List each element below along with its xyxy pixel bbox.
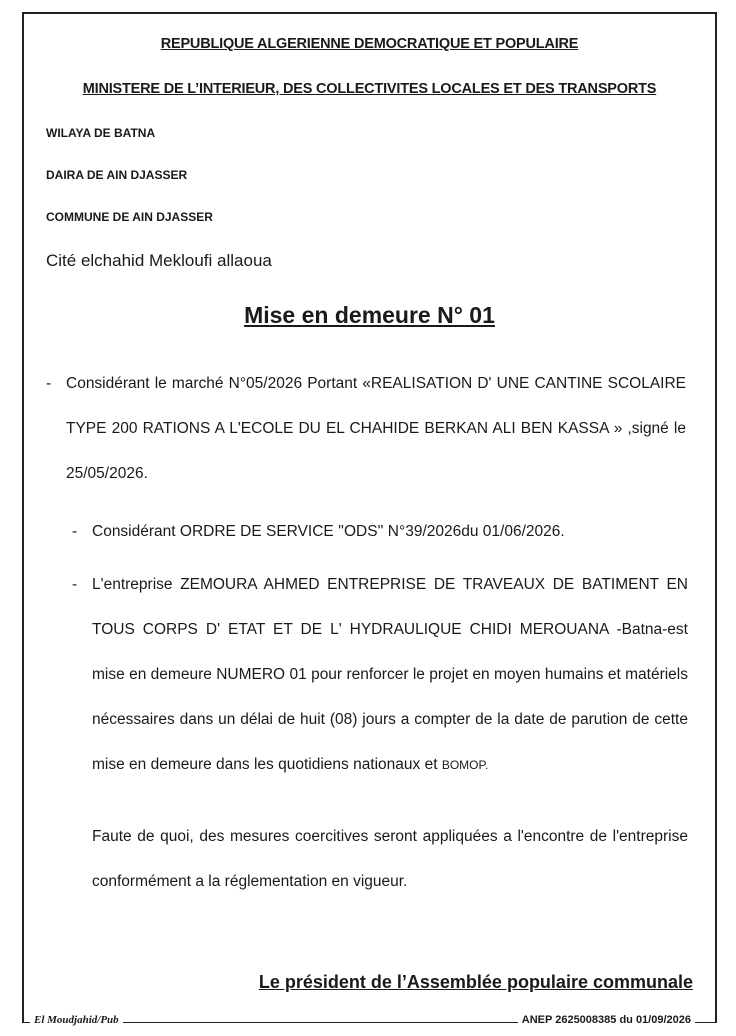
- document-frame: [22, 12, 717, 1023]
- paragraph-marche: Considérant le marché N°05/2026 Portant «REALISATION D' UNE CANTINE SCOLAIRE TYPE 200 RATIONS A L'ECOLE DU EL CHAHIDE BERKAN ALI BEN KASSA » ,signé le 25/05/2026.: [66, 375, 686, 482]
- footer: [22, 1014, 717, 1030]
- address-line: Cité elchahid Mekloufi allaoua: [46, 251, 272, 270]
- wilaya-line: WILAYA DE BATNA: [46, 126, 156, 140]
- document-title: Mise en demeure N° 01: [244, 302, 495, 328]
- commune-line: COMMUNE DE AIN DJASSER: [46, 210, 213, 224]
- paragraph-entreprise-text: L'entreprise ZEMOURA AHMED ENTREPRISE DE TRAVEAUX DE BATIMENT EN TOUS CORPS D' ETAT ET DE L' HYDRAULIQUE CHIDI MEROUANA -Batna-est mise en demeure NUMERO 01 pour renforcer le projet en moyen humains et matériels nécessaires dans un délai de huit (08) jours a compter de la date de parution de cette mise en demeure dans les quotidiens nationaux et: [92, 576, 688, 773]
- bomop-text: BOMOP.: [441, 758, 489, 772]
- signature-line: Le président de l’Assemblée populaire communale: [258, 972, 693, 992]
- footer-publication: El Moudjahid/Pub: [30, 1014, 123, 1026]
- ministry-heading: MINISTERE DE L’INTERIEUR, DES COLLECTIVITES LOCALES ET DES TRANSPORTS: [82, 81, 657, 97]
- bullet-dash: -: [72, 523, 78, 540]
- bullet-dash: -: [72, 576, 78, 593]
- republic-heading: REPUBLIQUE ALGERIENNE DEMOCRATIQUE ET POPULAIRE: [160, 36, 579, 52]
- paragraph-ods: Considérant ORDRE DE SERVICE ''ODS'' N°39/2026du 01/06/2026.: [92, 523, 565, 540]
- bullet-dash: -: [46, 375, 52, 392]
- paragraph-entreprise: [92, 562, 688, 788]
- daira-line: DAIRA DE AIN DJASSER: [46, 168, 188, 182]
- footer-reference: ANEP 2625008385 du 01/09/2026: [518, 1014, 695, 1026]
- paragraph-faute: Faute de quoi, des mesures coercitives seront appliquées a l'encontre de l'entreprise conformément a la réglementation en vigueur.: [92, 828, 688, 890]
